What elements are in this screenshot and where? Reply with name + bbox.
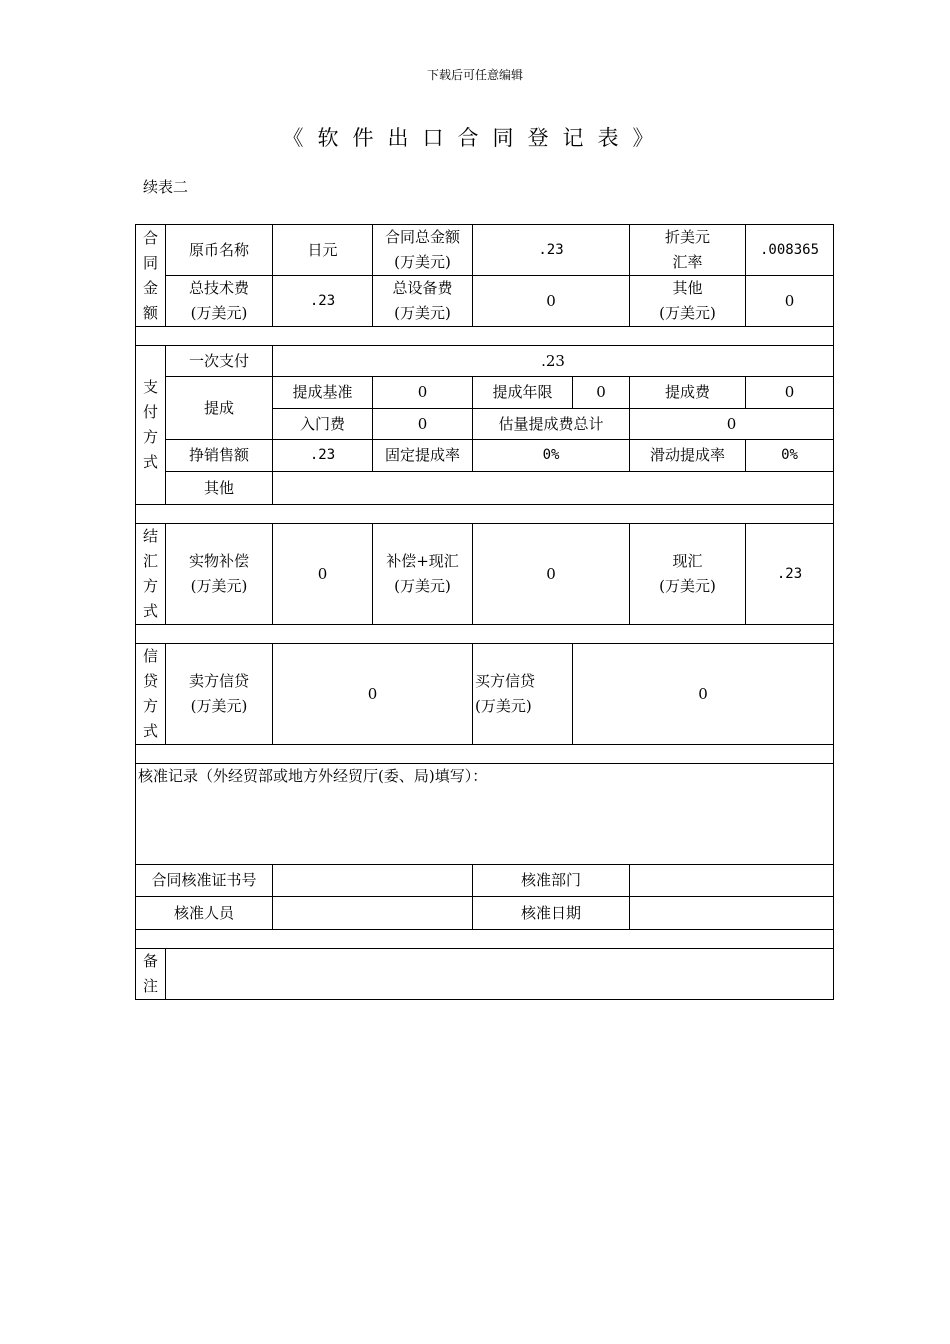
exchange-rate-label: 折美元 汇率 bbox=[630, 225, 746, 276]
mixed-settlement-value: 0 bbox=[473, 524, 630, 625]
header-note: 下载后可任意编辑 bbox=[426, 68, 523, 82]
table-subtitle: 续表二 bbox=[143, 178, 189, 196]
spacer-row bbox=[136, 505, 834, 524]
cash-settlement-value: .23 bbox=[746, 524, 834, 625]
approval-date-label: 核准日期 bbox=[473, 897, 630, 930]
royalty-fee-label: 提成费 bbox=[630, 377, 746, 409]
payment-other-value bbox=[273, 472, 834, 505]
approver-value bbox=[273, 897, 473, 930]
fixed-rate-value: 0% bbox=[473, 440, 630, 472]
approval-department-value bbox=[630, 865, 834, 897]
lump-sum-label: 一次支付 bbox=[166, 346, 273, 377]
fixed-rate-label: 固定提成率 bbox=[373, 440, 473, 472]
currency-label: 原币名称 bbox=[166, 225, 273, 276]
document-title: 《软件出口合同登记表》 bbox=[282, 126, 668, 150]
credit-group-label: 信 贷 方 式 bbox=[136, 644, 166, 745]
spacer-row bbox=[136, 745, 834, 764]
sliding-rate-value: 0% bbox=[746, 440, 834, 472]
certificate-number-value bbox=[273, 865, 473, 897]
estimated-royalty-label: 估量提成费总计 bbox=[473, 409, 630, 440]
sliding-rate-label: 滑动提成率 bbox=[630, 440, 746, 472]
approval-record-label: 核准记录（外经贸部或地方外经贸厅(委、局)填写）： bbox=[136, 764, 834, 865]
royalty-years-label: 提成年限 bbox=[473, 377, 573, 409]
total-amount-value: .23 bbox=[473, 225, 630, 276]
royalty-fee-value: 0 bbox=[746, 377, 834, 409]
contract-amount-group-label: 合 同 金 额 bbox=[136, 225, 166, 327]
other-fee-value: 0 bbox=[746, 276, 834, 327]
approval-department-label: 核准部门 bbox=[473, 865, 630, 897]
net-sales-label: 挣销售额 bbox=[166, 440, 273, 472]
registration-table bbox=[135, 224, 834, 1000]
seller-credit-value: 0 bbox=[273, 644, 473, 745]
payment-other-label: 其他 bbox=[166, 472, 273, 505]
equipment-fee-label: 总设备费 (万美元) bbox=[373, 276, 473, 327]
seller-credit-label: 卖方信贷 (万美元) bbox=[166, 644, 273, 745]
tech-fee-label: 总技术费 (万美元) bbox=[166, 276, 273, 327]
settlement-group-label: 结 汇 方 式 bbox=[136, 524, 166, 625]
cash-settlement-label: 现汇 (万美元) bbox=[630, 524, 746, 625]
remarks-value bbox=[166, 949, 834, 1000]
currency-value: 日元 bbox=[273, 225, 373, 276]
royalty-label: 提成 bbox=[166, 377, 273, 440]
remarks-label: 备 注 bbox=[136, 949, 166, 1000]
other-fee-label: 其他 (万美元) bbox=[630, 276, 746, 327]
barter-label: 实物补偿 (万美元) bbox=[166, 524, 273, 625]
net-sales-value: .23 bbox=[273, 440, 373, 472]
payment-group-label: 支 付 方 式 bbox=[136, 346, 166, 505]
estimated-royalty-value: 0 bbox=[630, 409, 834, 440]
equipment-fee-value: 0 bbox=[473, 276, 630, 327]
total-amount-label: 合同总金额 (万美元) bbox=[373, 225, 473, 276]
lump-sum-value: .23 bbox=[273, 346, 834, 377]
spacer-row bbox=[136, 930, 834, 949]
approver-label: 核准人员 bbox=[136, 897, 273, 930]
entry-fee-label: 入门费 bbox=[273, 409, 373, 440]
barter-value: 0 bbox=[273, 524, 373, 625]
mixed-settlement-label: 补偿+现汇 (万美元) bbox=[373, 524, 473, 625]
exchange-rate-value: .008365 bbox=[746, 225, 834, 276]
royalty-years-value: 0 bbox=[573, 377, 630, 409]
buyer-credit-value: 0 bbox=[573, 644, 834, 745]
certificate-number-label: 合同核准证书号 bbox=[136, 865, 273, 897]
spacer-row bbox=[136, 625, 834, 644]
entry-fee-value: 0 bbox=[373, 409, 473, 440]
approval-date-value bbox=[630, 897, 834, 930]
royalty-base-label: 提成基准 bbox=[273, 377, 373, 409]
royalty-base-value: 0 bbox=[373, 377, 473, 409]
tech-fee-value: .23 bbox=[273, 276, 373, 327]
spacer-row bbox=[136, 327, 834, 346]
buyer-credit-label: 买方信贷 (万美元) bbox=[473, 644, 573, 745]
